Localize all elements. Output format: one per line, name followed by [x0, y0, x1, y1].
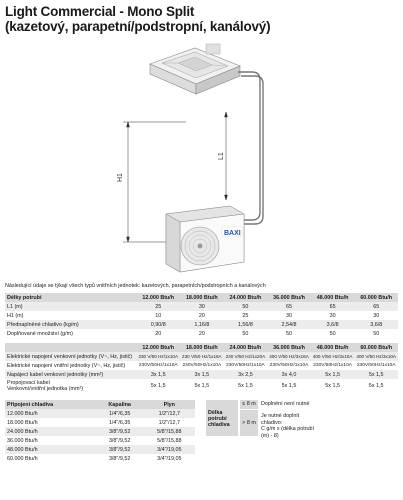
table-row: [5, 302, 398, 311]
cell: 5x 1,5: [311, 370, 355, 379]
cell: 3x 2,5: [224, 370, 268, 379]
condition-long-line-2: C g/m x (délka potrubí (m) - 8): [261, 426, 315, 439]
outdoor-unit-icon: [166, 206, 244, 272]
table-row: [5, 379, 398, 393]
cell: 5/8"/15,88: [144, 427, 195, 436]
table-row: [5, 320, 398, 329]
cell: 18.000 Btu/h: [7, 419, 38, 426]
cell: 1/4"/6,35: [96, 409, 144, 418]
cell: 400 V/50 Hz/3x10A: [356, 354, 396, 359]
col-header: 60.000 Btu/h: [354, 293, 398, 302]
cell: 5x 1,5: [238, 383, 253, 389]
cell: 1/2"/12,7: [158, 419, 180, 426]
cell: 5x 1,5: [354, 370, 398, 379]
condition-short-text: Doplnění není nutné: [261, 401, 310, 407]
cell: 3/8"/9,52: [108, 437, 131, 444]
cell: 36.000 Btu/h: [7, 437, 38, 444]
label-l1: L1: [218, 152, 225, 160]
page-title: [5, 4, 270, 34]
col-header: Kapalina: [96, 400, 144, 409]
specs-table: [5, 293, 398, 393]
row-label: H1 (m): [7, 312, 24, 319]
table-row: [5, 409, 195, 418]
col-header: 60.000 Btu/h: [354, 343, 398, 352]
table-row: [5, 427, 195, 436]
pipe-length-header: Délka potrubí chladiva: [206, 400, 238, 436]
cell: 5x 1,5: [368, 383, 384, 389]
title-line-1: Light Commercial - Mono Split: [5, 4, 195, 19]
table-row: [5, 370, 398, 379]
cell: 5x 1,5: [281, 383, 297, 389]
cell: 5x 1,5: [194, 383, 210, 389]
cell: 50: [329, 330, 336, 337]
cell: 3/8"/9,52: [108, 455, 131, 462]
cell: 25: [242, 312, 249, 319]
table-row: [5, 311, 398, 320]
cell: 5x 1,5: [150, 383, 166, 389]
refrigerant-connection-table: [5, 400, 195, 463]
cell: 400 V/50 Hz/3x10A: [312, 354, 353, 359]
row-label-line-2: Venkovní/vnitřní jednotka (mm²): [7, 386, 84, 392]
cell: 230V/50Hz/1x10A: [356, 363, 396, 368]
col-header: 36.000 Btu/h: [267, 293, 311, 302]
cell: 1/2"/12,7: [144, 409, 195, 418]
cell: 230V/50Hz/1x10A: [269, 363, 309, 368]
baxi-logo: BAXI: [224, 230, 241, 237]
cell: 3/4"/19,05: [157, 455, 182, 462]
cell: 3x 1,5: [180, 370, 224, 379]
cell: 2,54/8: [267, 320, 311, 329]
cell: 5/8"/15,88: [157, 437, 182, 444]
cell: 3/8"/9,52: [96, 427, 144, 436]
cell: 230V/50Hz/1x10A: [182, 363, 222, 368]
cell: 1,56/8: [224, 320, 268, 329]
label-h1: H1: [117, 173, 124, 182]
row-label: [5, 379, 136, 393]
table-row: [5, 418, 195, 427]
table-row: [5, 436, 195, 445]
cell: 400 V/50 Hz/3x16A: [269, 354, 309, 359]
col-header: 12.000 Btu/h: [136, 343, 180, 352]
cell: 50: [286, 330, 293, 337]
cell: 30: [286, 312, 293, 319]
col-header: 36.000 Btu/h: [267, 343, 311, 352]
cell: 48.000 Btu/h: [5, 445, 96, 454]
cell: 30: [180, 302, 224, 311]
row-label: Doplňované množství (g/m): [7, 330, 73, 337]
cell: 3x 4,0: [267, 370, 311, 379]
table-row: [5, 445, 195, 454]
col-header: 18.000 Btu/h: [180, 343, 224, 352]
table-row: [5, 361, 398, 370]
cell: 65: [311, 302, 355, 311]
header-label: Délky potrubí: [5, 293, 136, 302]
table-row: [5, 352, 398, 361]
cassette-unit-icon: [150, 44, 240, 94]
col-header: Plyn: [144, 400, 195, 409]
installation-diagram: [0, 36, 403, 280]
cell: 20: [198, 330, 205, 337]
table-row: [5, 329, 398, 338]
refrigerant-pipes: [238, 72, 263, 224]
cell: 50: [373, 330, 380, 337]
col-header: 18.000 Btu/h: [180, 293, 224, 302]
cell: 0,90/8: [136, 320, 180, 329]
cell: 20: [155, 330, 162, 337]
cell: 5x 1,5: [325, 383, 340, 389]
cell: 3,6/8: [354, 320, 398, 329]
condition-long-line-1: Je nutné doplnit chladivo:: [261, 413, 300, 426]
cell: 10: [155, 312, 162, 319]
connection-header-row: [5, 400, 195, 409]
row-label: Elektrické napojení vnitřní jednotky (V~, Hz, jistič): [7, 362, 126, 369]
cell: 230 V/50 Hz/1x10A: [138, 354, 179, 359]
cell: 65: [354, 302, 398, 311]
cell: 50: [224, 302, 268, 311]
cell: 230 V/50 Hz/1x16A: [182, 354, 222, 359]
cell: 230V/50Hz/1x10A: [313, 363, 352, 368]
cell: 3x 1,5: [136, 370, 180, 379]
pipe-length-header-row: [5, 293, 398, 302]
row-label: Přednaplněné chladivo (kg/m): [5, 320, 136, 329]
col-header: 48.000 Btu/h: [311, 293, 355, 302]
cell: 30: [373, 312, 380, 319]
row-label-line-1: Propojovací kabel: [7, 380, 50, 386]
col-header: 12.000 Btu/h: [136, 293, 180, 302]
cell: 24.000 Btu/h: [5, 427, 96, 436]
header-label-empty: [5, 343, 136, 352]
table-row: [5, 454, 195, 463]
cell: 20: [198, 312, 205, 319]
condition-long: > 8 m: [240, 410, 258, 436]
cell: 1,16/8: [180, 320, 224, 329]
cell: 3/8"/9,52: [96, 445, 144, 454]
applicability-note: Následující údaje se týkají všech typů vnitřních jednotek: kazetových, parapetních/podstropních a kanálových: [5, 283, 266, 289]
col-header: 24.000 Btu/h: [224, 293, 268, 302]
row-label: Napájecí kabel venkovní jednotky (mm²): [5, 370, 136, 379]
condition-short: ≤ 8 m: [240, 400, 258, 409]
col-header: 24.000 Btu/h: [224, 343, 268, 352]
cell: 65: [267, 302, 311, 311]
condition-long-text: [259, 410, 316, 439]
cell: 60.000 Btu/h: [7, 455, 38, 462]
cell: 50: [242, 330, 249, 337]
title-line-2: (kazetový, parapetní/podstropní, kanálový): [5, 19, 271, 34]
cell: 230V/50Hz/1x10A: [226, 363, 265, 368]
row-label: Elektrické napojení venkovní jednotky (V~, Hz, jistič): [5, 352, 136, 361]
cell: 25: [136, 302, 180, 311]
cell: 3,6/8: [311, 320, 355, 329]
cell: 12.000 Btu/h: [5, 409, 96, 418]
cell: 1/4"/6,35: [108, 419, 131, 426]
pipe-length-table: [206, 400, 316, 444]
cell: 30: [329, 312, 336, 319]
cell: 230 V/50 Hz/1x20A: [225, 354, 266, 359]
col-header: 48.000 Btu/h: [311, 343, 355, 352]
col-header: Připojení chladiva: [5, 400, 96, 409]
electrical-header-row: [5, 343, 398, 352]
cell: 3/4"/19,05: [144, 445, 195, 454]
row-label: L1 (m): [5, 302, 136, 311]
cell: 230V/50Hz/1x10A: [138, 363, 178, 368]
